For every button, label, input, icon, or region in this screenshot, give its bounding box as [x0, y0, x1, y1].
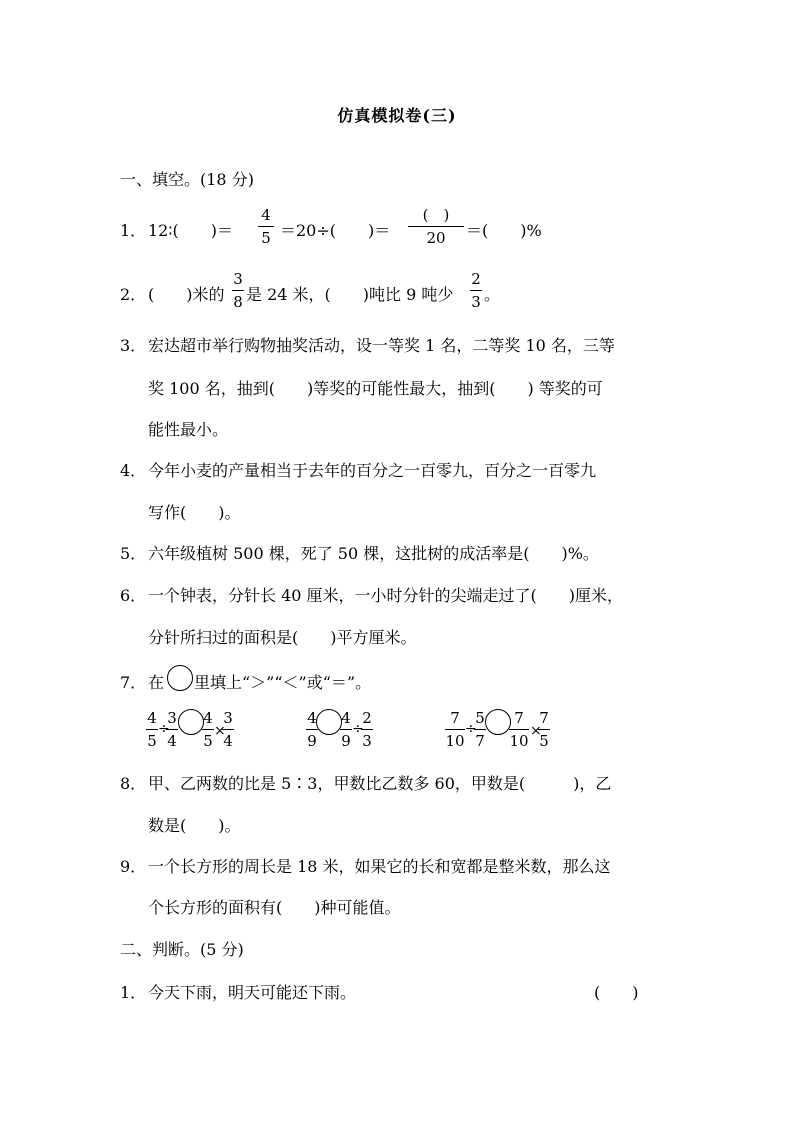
- numerator: 7: [450, 709, 460, 727]
- compare-circle: [178, 709, 204, 735]
- judge-q1-text: 今天下雨，明天可能还下雨。: [148, 983, 357, 1002]
- q1-part-b: ＝20÷( )＝: [280, 221, 391, 240]
- numerator: 4: [261, 206, 271, 224]
- divide-sign: ÷: [352, 721, 364, 737]
- q3-line-1: 宏达超市举行购物抽奖活动，设一等奖 1 名，二等奖 10 名，三等: [148, 336, 615, 355]
- q1-fraction-2: [408, 208, 464, 246]
- fraction: [474, 711, 486, 749]
- fraction-bar: [538, 729, 550, 730]
- denominator: 9: [341, 732, 351, 750]
- fraction: [538, 711, 550, 749]
- numerator: 5: [475, 709, 485, 727]
- fraction: [361, 711, 373, 749]
- numerator: 4: [341, 709, 351, 727]
- fraction-bar: [445, 729, 465, 730]
- fraction: [509, 711, 529, 749]
- fraction-bar: [232, 290, 244, 291]
- q2-part-a: ( )米的: [148, 285, 225, 304]
- fraction-bar: [474, 729, 486, 730]
- q2-part-c: 。: [484, 285, 501, 304]
- numerator: 7: [539, 709, 549, 727]
- question-number: 3．: [120, 336, 147, 355]
- fraction-bar: [146, 729, 158, 730]
- denominator: 4: [167, 732, 177, 750]
- denominator: 5: [203, 732, 213, 750]
- numerator: 2: [362, 709, 372, 727]
- numerator: ( ): [422, 206, 450, 224]
- multiply-sign: ×: [530, 723, 542, 739]
- fraction-bar: [470, 290, 482, 291]
- numerator: 4: [147, 709, 157, 727]
- fraction: [340, 711, 352, 749]
- question-number: 1．: [120, 983, 147, 1002]
- section-heading-judge: 二、判断。(5 分): [120, 940, 244, 959]
- page-title: 仿真模拟卷(三): [337, 106, 457, 125]
- numerator: 3: [223, 709, 233, 727]
- q7-part-a: 在: [148, 673, 165, 692]
- q9-line-1: 一个长方形的周长是 18 米，如果它的长和宽都是整米数，那么这: [148, 857, 611, 876]
- denominator: 10: [509, 732, 529, 750]
- answer-blank: ( ): [594, 983, 639, 1002]
- denominator: 3: [362, 732, 372, 750]
- fraction-bar: [361, 729, 373, 730]
- fraction-bar: [408, 226, 464, 227]
- question-number: 8．: [120, 774, 147, 793]
- q8-line-1: 甲、乙两数的比是 5∶3，甲数比乙数多 60，甲数是( )，乙: [148, 774, 612, 793]
- compare-circle: [167, 665, 193, 691]
- fraction: [146, 711, 158, 749]
- denominator: 5: [539, 732, 549, 750]
- fraction-bar: [306, 729, 318, 730]
- compare-circle: [316, 709, 342, 735]
- numerator: 4: [203, 709, 213, 727]
- q7-part-b: 里填上“＞”“＜”或“＝”。: [194, 673, 372, 692]
- denominator: 4: [223, 732, 233, 750]
- numerator: 7: [514, 709, 524, 727]
- q3-line-2: 奖 100 名，抽到( )等奖的可能性最大，抽到( ) 等奖的可: [148, 379, 603, 398]
- q2-fraction-2: [470, 272, 482, 310]
- section-heading-fill-in: 一、填空。(18 分): [120, 170, 254, 189]
- numerator: 4: [307, 709, 317, 727]
- question-number: 9．: [120, 857, 147, 876]
- q2-part-b: 是 24 米，( )吨比 9 吨少: [246, 285, 454, 304]
- compare-circle: [485, 709, 511, 735]
- question-number: 2．: [120, 285, 147, 304]
- denominator: 20: [426, 229, 446, 247]
- fraction-bar: [340, 729, 352, 730]
- q4-line-2: 写作( )。: [148, 503, 241, 522]
- q6-line-1: 一个钟表，分针长 40 厘米，一小时分针的尖端走过了( )厘米，: [148, 586, 624, 605]
- q6-line-2: 分针所扫过的面积是( )平方厘米。: [148, 628, 417, 647]
- q4-line-1: 今年小麦的产量相当于去年的百分之一百零九，百分之一百零九: [148, 461, 597, 480]
- denominator: 10: [445, 732, 465, 750]
- denominator: 9: [307, 732, 317, 750]
- question-number: 5．: [120, 544, 147, 563]
- fraction-bar: [166, 729, 178, 730]
- q2-fraction-1: [232, 272, 244, 310]
- q1-fraction-1: [258, 208, 274, 246]
- question-number: 1．: [120, 221, 147, 240]
- denominator: 5: [261, 229, 271, 247]
- question-number: 7．: [120, 673, 147, 692]
- q8-line-2: 数是( )。: [148, 816, 241, 835]
- question-number: 6．: [120, 586, 147, 605]
- denominator: 8: [233, 293, 243, 311]
- q5-line-1: 六年级植树 500 棵，死了 50 棵，这批树的成活率是( )%。: [148, 544, 599, 563]
- fraction: [166, 711, 178, 749]
- q3-line-3: 能性最小。: [148, 420, 229, 439]
- question-number: 4．: [120, 461, 147, 480]
- q1-part-a: 12∶( )＝: [148, 221, 234, 240]
- numerator: 3: [167, 709, 177, 727]
- fraction: [222, 711, 234, 749]
- fraction-bar: [258, 226, 274, 227]
- q1-part-c: ＝( )%: [466, 221, 542, 240]
- denominator: 3: [471, 293, 481, 311]
- fraction: [445, 711, 465, 749]
- fraction-bar: [509, 729, 529, 730]
- fraction: [202, 711, 214, 749]
- denominator: 7: [475, 732, 485, 750]
- numerator: 3: [233, 270, 243, 288]
- numerator: 2: [471, 270, 481, 288]
- fraction-bar: [222, 729, 234, 730]
- denominator: 5: [147, 732, 157, 750]
- divide-sign: ÷: [158, 721, 170, 737]
- multiply-sign: ×: [214, 723, 226, 739]
- fraction-bar: [202, 729, 214, 730]
- divide-sign: ÷: [465, 721, 477, 737]
- q9-line-2: 个长方形的面积有( )种可能值。: [148, 898, 401, 917]
